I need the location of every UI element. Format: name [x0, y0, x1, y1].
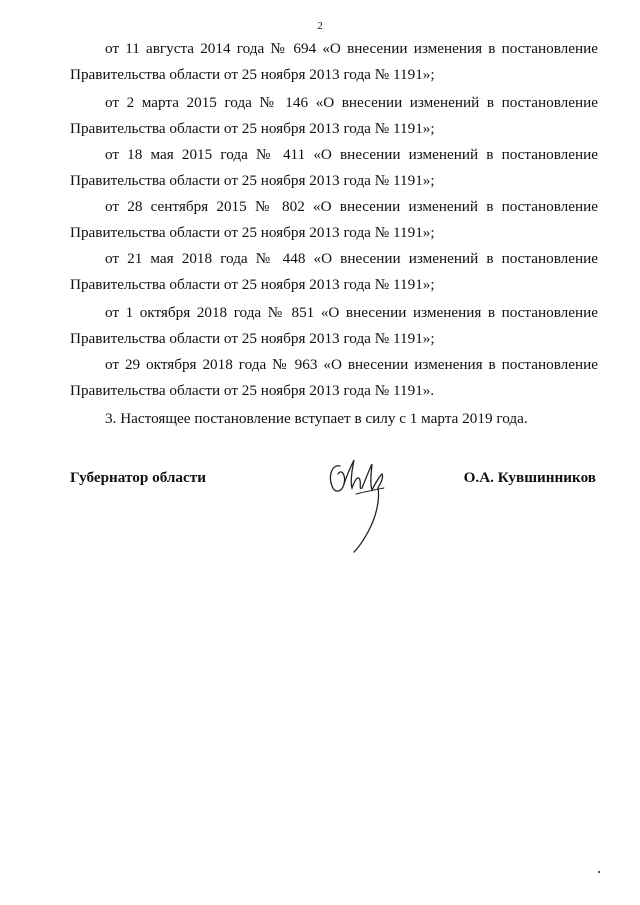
signatory-title: Губернатор области — [70, 469, 206, 486]
signature-block — [70, 466, 598, 586]
paragraph-amendment-2015-802 — [70, 194, 598, 246]
paragraph-effective-date — [70, 406, 598, 432]
paragraph-amendment-2018-963 — [70, 352, 598, 404]
paragraph-text: от 2 марта 2015 года № 146 «О внесении изменений в постановление Правительства области от 25 ноября 2013 года № 1191»; — [70, 94, 598, 137]
paragraph-text: от 28 сентября 2015 № 802 «О внесении изменений в постановление Правительства области от 25 ноября 2013 года № 1191»; — [70, 198, 598, 241]
paragraph-amendment-2015-411 — [70, 142, 598, 194]
paragraph-text: от 21 мая 2018 года № 448 «О внесении изменений в постановление Правительства области от 25 ноября 2013 года № 1191»; — [70, 250, 598, 293]
paragraph-text: от 18 мая 2015 года № 411 «О внесении изменений в постановление Правительства области от 25 ноября 2013 года № 1191»; — [70, 146, 598, 189]
paragraph-amendment-2018-448 — [70, 246, 598, 298]
paragraph-amendment-2018-851 — [70, 300, 598, 352]
paragraph-amendment-2014-694 — [70, 36, 598, 88]
handwritten-signature — [326, 454, 396, 554]
page-number: 2 — [317, 20, 323, 32]
signatory-name: О.А. Кувшинников — [463, 469, 596, 486]
paragraph-text: от 1 октября 2018 года № 851 «О внесении изменения в постановление Правительства области от 25 ноября 2013 года № 1191»; — [70, 304, 598, 347]
paragraph-text: 3. Настоящее постановление вступает в силу с 1 марта 2019 года. — [105, 410, 528, 427]
paragraph-text: от 29 октября 2018 года № 963 «О внесении изменения в постановление Правительства области от 25 ноября 2013 года № 1191». — [70, 356, 598, 399]
paragraph-amendment-2015-146 — [70, 90, 598, 142]
paragraph-text: от 11 августа 2014 года № 694 «О внесении изменения в постановление Правительства области от 25 ноября 2013 года № 1191»; — [70, 40, 598, 83]
scan-speck — [598, 871, 600, 873]
